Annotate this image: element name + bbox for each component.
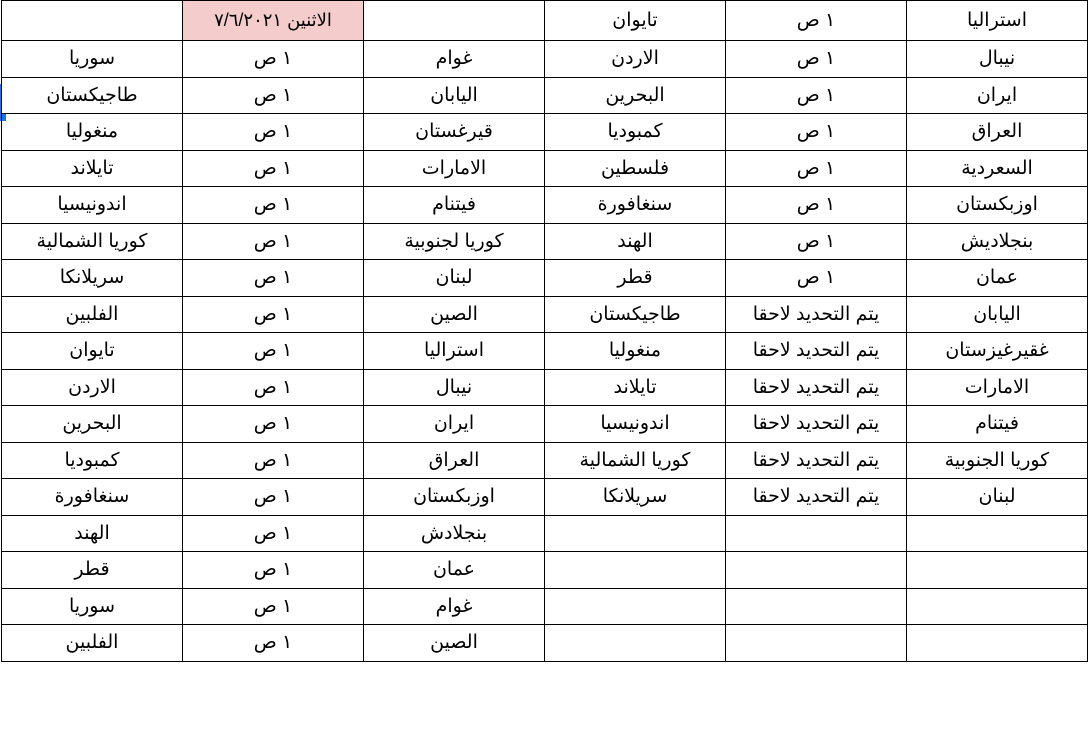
- table-cell[interactable]: لبنان: [907, 479, 1088, 516]
- table-cell[interactable]: [907, 552, 1088, 589]
- table-cell[interactable]: غوام: [364, 41, 545, 78]
- table-cell[interactable]: لبنان: [364, 260, 545, 297]
- table-cell[interactable]: يتم التحديد لاحقا: [726, 479, 907, 516]
- table-cell[interactable]: الامارات: [907, 369, 1088, 406]
- table-cell[interactable]: تايلاند: [2, 150, 183, 187]
- table-cell[interactable]: غوام: [364, 588, 545, 625]
- table-row: [2, 588, 1088, 625]
- table-cell[interactable]: تايلاند: [545, 369, 726, 406]
- table-cell[interactable]: ١ ص: [183, 77, 364, 114]
- table-cell[interactable]: ١ ص: [726, 114, 907, 151]
- table-cell[interactable]: ١ ص: [726, 223, 907, 260]
- table-cell[interactable]: [545, 515, 726, 552]
- table-row: [2, 150, 1088, 187]
- table-cell[interactable]: ١ ص: [183, 625, 364, 662]
- table-cell[interactable]: ١ ص: [183, 296, 364, 333]
- table-cell[interactable]: [364, 1, 545, 41]
- table-cell[interactable]: تايوان: [545, 1, 726, 41]
- table-cell[interactable]: تايوان: [2, 333, 183, 370]
- table-cell[interactable]: غقيرغيزستان: [907, 333, 1088, 370]
- table-cell[interactable]: قيرغستان: [364, 114, 545, 151]
- date-header-cell[interactable]: الاثنين ٧/٦/٢٠٢١: [183, 1, 364, 41]
- table-cell[interactable]: منغوليا: [545, 333, 726, 370]
- table-cell[interactable]: عمان: [907, 260, 1088, 297]
- table-cell[interactable]: [726, 552, 907, 589]
- table-cell[interactable]: ١ ص: [183, 552, 364, 589]
- table-cell[interactable]: بنجلادش: [364, 515, 545, 552]
- table-cell[interactable]: اندونيسيا: [2, 187, 183, 224]
- table-cell[interactable]: قطر: [2, 552, 183, 589]
- table-cell[interactable]: كوريا الشمالية: [2, 223, 183, 260]
- table-cell[interactable]: البحرين: [2, 406, 183, 443]
- table-cell[interactable]: كمبوديا: [545, 114, 726, 151]
- table-cell[interactable]: يتم التحديد لاحقا: [726, 442, 907, 479]
- table-row: [2, 625, 1088, 662]
- table-cell[interactable]: الهند: [2, 515, 183, 552]
- table-cell[interactable]: يتم التحديد لاحقا: [726, 406, 907, 443]
- table-cell[interactable]: ١ ص: [183, 187, 364, 224]
- table-cell[interactable]: ايران: [907, 77, 1088, 114]
- table-cell[interactable]: الصين: [364, 625, 545, 662]
- table-cell[interactable]: كوريا الجنوبية: [907, 442, 1088, 479]
- table-cell[interactable]: [2, 1, 183, 41]
- table-cell[interactable]: الاردن: [545, 41, 726, 78]
- table-row: [2, 187, 1088, 224]
- table-cell[interactable]: عمان: [364, 552, 545, 589]
- table-row: [2, 406, 1088, 443]
- table-cell[interactable]: البحرين: [545, 77, 726, 114]
- table-cell[interactable]: [545, 588, 726, 625]
- table-cell[interactable]: السعردية: [907, 150, 1088, 187]
- table-row: [2, 41, 1088, 78]
- table-row: [2, 114, 1088, 151]
- table-cell[interactable]: فيتنام: [364, 187, 545, 224]
- table-cell[interactable]: كوريا الشمالية: [545, 442, 726, 479]
- table-cell[interactable]: نيبال: [907, 41, 1088, 78]
- table-cell[interactable]: الهند: [545, 223, 726, 260]
- table-row: [2, 479, 1088, 516]
- table-cell[interactable]: ١ ص: [183, 223, 364, 260]
- table-cell[interactable]: اوزبكستان: [364, 479, 545, 516]
- table-cell[interactable]: استراليا: [364, 333, 545, 370]
- table-cell[interactable]: ١ ص: [183, 588, 364, 625]
- table-cell[interactable]: [545, 625, 726, 662]
- table-cell[interactable]: ١ ص: [726, 41, 907, 78]
- table-cell[interactable]: ١ ص: [726, 187, 907, 224]
- table-row: [2, 260, 1088, 297]
- table-cell[interactable]: [907, 625, 1088, 662]
- table-cell[interactable]: [907, 588, 1088, 625]
- table-cell[interactable]: سريلانكا: [2, 260, 183, 297]
- table-row: [2, 1, 1088, 41]
- table-row: [2, 296, 1088, 333]
- table-cell[interactable]: يتم التحديد لاحقا: [726, 369, 907, 406]
- table-row: [2, 223, 1088, 260]
- table-cell[interactable]: ايران: [364, 406, 545, 443]
- table-cell[interactable]: ١ ص: [183, 41, 364, 78]
- table-cell[interactable]: نيبال: [364, 369, 545, 406]
- table-row: [2, 515, 1088, 552]
- table-cell[interactable]: كوريا لجنوبية: [364, 223, 545, 260]
- table-row: [2, 369, 1088, 406]
- table-cell[interactable]: يتم التحديد لاحقا: [726, 333, 907, 370]
- table-cell[interactable]: الامارات: [364, 150, 545, 187]
- table-cell[interactable]: [726, 588, 907, 625]
- table-cell[interactable]: ١ ص: [183, 479, 364, 516]
- table-cell[interactable]: ١ ص: [183, 150, 364, 187]
- table-cell[interactable]: ١ ص: [183, 369, 364, 406]
- table-cell[interactable]: ١ ص: [183, 114, 364, 151]
- table-cell[interactable]: طاجيكستان: [2, 77, 183, 114]
- table-cell[interactable]: قطر: [545, 260, 726, 297]
- table-row: [2, 77, 1088, 114]
- table-cell[interactable]: منغوليا: [2, 114, 183, 151]
- table-cell[interactable]: [907, 515, 1088, 552]
- table-cell[interactable]: يتم التحديد لاحقا: [726, 296, 907, 333]
- table-row: [2, 333, 1088, 370]
- table-cell[interactable]: ١ ص: [183, 333, 364, 370]
- table-cell[interactable]: [726, 515, 907, 552]
- table-cell[interactable]: ١ ص: [183, 442, 364, 479]
- table-cell[interactable]: فيتنام: [907, 406, 1088, 443]
- table-cell[interactable]: [726, 625, 907, 662]
- table-cell[interactable]: فلسطين: [545, 150, 726, 187]
- table-cell[interactable]: سوريا: [2, 41, 183, 78]
- table-cell[interactable]: ١ ص: [726, 150, 907, 187]
- table-cell[interactable]: الصين: [364, 296, 545, 333]
- table-cell[interactable]: اليابان: [907, 296, 1088, 333]
- table-cell[interactable]: سنغافورة: [2, 479, 183, 516]
- table-cell[interactable]: الاردن: [2, 369, 183, 406]
- table-cell[interactable]: ١ ص: [183, 406, 364, 443]
- table-cell[interactable]: سوريا: [2, 588, 183, 625]
- table-cell[interactable]: اليابان: [364, 77, 545, 114]
- table-cell[interactable]: [545, 552, 726, 589]
- spreadsheet-grid: [1, 0, 1088, 662]
- table-cell[interactable]: ١ ص: [183, 260, 364, 297]
- table-cell[interactable]: ١ ص: [726, 260, 907, 297]
- table-cell[interactable]: ١ ص: [726, 1, 907, 41]
- table-cell[interactable]: كمبوديا: [2, 442, 183, 479]
- table-row: [2, 552, 1088, 589]
- table-cell[interactable]: طاجيكستان: [545, 296, 726, 333]
- table-cell[interactable]: سنغافورة: [545, 187, 726, 224]
- table-cell[interactable]: اوزبكستان: [907, 187, 1088, 224]
- table-cell[interactable]: اندونيسيا: [545, 406, 726, 443]
- table-cell[interactable]: ١ ص: [726, 77, 907, 114]
- table-cell[interactable]: ١ ص: [183, 515, 364, 552]
- table-cell[interactable]: استراليا: [907, 1, 1088, 41]
- table-cell[interactable]: سريلانكا: [545, 479, 726, 516]
- table-cell[interactable]: العراق: [364, 442, 545, 479]
- table-cell[interactable]: الفلبين: [2, 625, 183, 662]
- table-cell[interactable]: بنجلاديش: [907, 223, 1088, 260]
- table-cell[interactable]: العراق: [907, 114, 1088, 151]
- table-cell[interactable]: الفلبين: [2, 296, 183, 333]
- table-row: [2, 442, 1088, 479]
